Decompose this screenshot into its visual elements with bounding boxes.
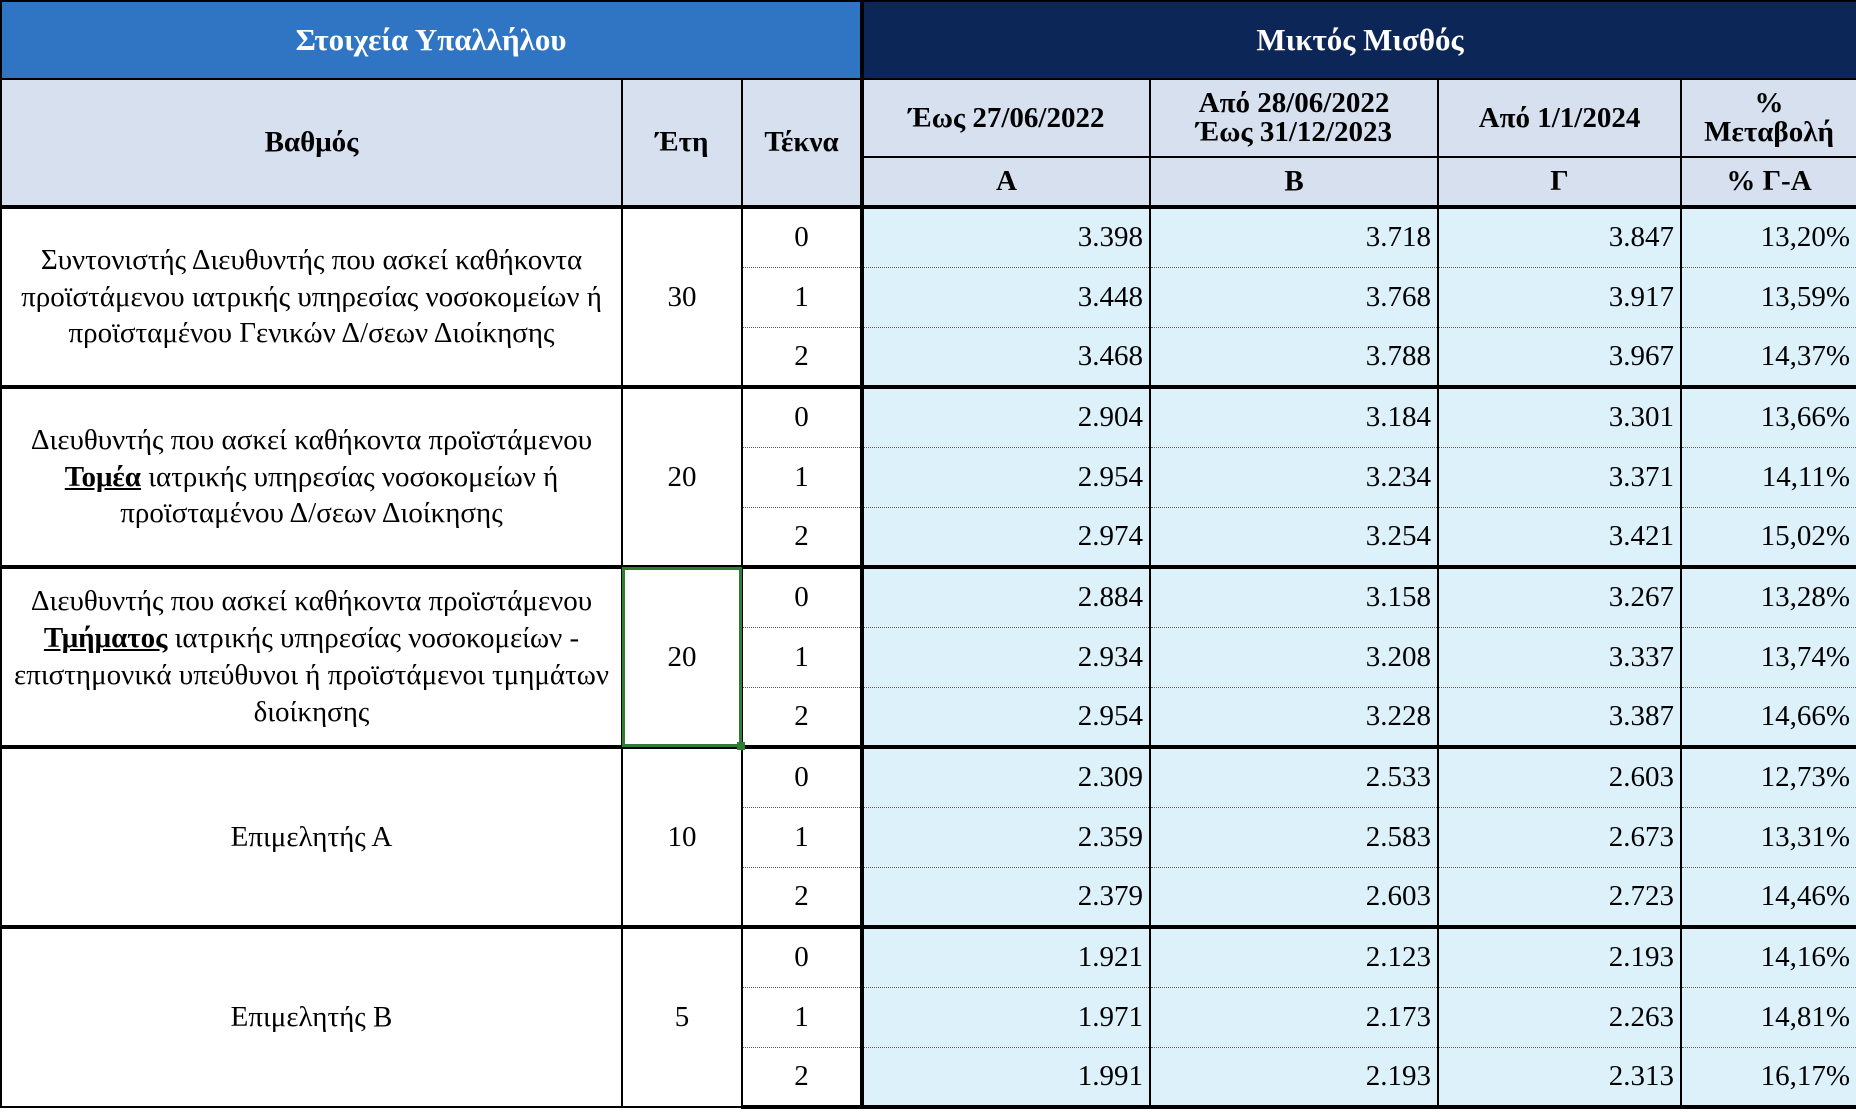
salary-a-cell[interactable]: 1.921 (862, 927, 1150, 987)
grade-text-pre: Επιμελητής Β (230, 1001, 393, 1034)
salary-a-cell[interactable]: 2.309 (862, 747, 1150, 807)
salary-a-cell[interactable]: 3.468 (862, 327, 1150, 387)
children-cell[interactable]: 0 (742, 207, 862, 267)
grade-text-pre: Συντονιστής Διευθυντής που ασκεί καθήκοντα προϊστάμενου ιατρικής υπηρεσίας νοσοκομείων ή προϊσταμένου Γενικών Δ/σεων Διοίκησης (21, 243, 602, 350)
grade-text-post: ιατρικής υπηρεσίας νοσοκομείων - επιστημονικά υπεύθυνοι ή προϊστάμενοι τμημάτων διοίκησης (14, 622, 609, 728)
salary-c-cell[interactable]: 2.313 (1438, 1047, 1681, 1107)
grade-text-post: ιατρικής υπηρεσίας νοσοκομείων ή προϊσταμένου Δ/σεων Διοίκησης (120, 460, 559, 530)
salary-c-cell[interactable]: 3.917 (1438, 267, 1681, 327)
pct-change-cell[interactable]: 14,66% (1681, 687, 1856, 747)
salary-a-cell[interactable]: 2.904 (862, 387, 1150, 447)
employee-details-header[interactable]: Στοιχεία Υπαλλήλου (1, 1, 862, 79)
years-cell[interactable]: 30 (622, 207, 742, 387)
salary-a-cell[interactable]: 2.884 (862, 567, 1150, 627)
pct-change-cell[interactable]: 13,31% (1681, 807, 1856, 867)
salary-c-cell[interactable]: 3.267 (1438, 567, 1681, 627)
selection-fill-handle[interactable] (737, 742, 745, 750)
years-cell[interactable]: 10 (622, 747, 742, 927)
grade-column-header[interactable]: Βαθμός (1, 79, 622, 207)
salary-b-cell[interactable]: 3.718 (1150, 207, 1438, 267)
pct-change-cell[interactable]: 15,02% (1681, 507, 1856, 567)
children-cell[interactable]: 1 (742, 267, 862, 327)
salary-b-cell[interactable]: 2.533 (1150, 747, 1438, 807)
children-cell[interactable]: 2 (742, 687, 862, 747)
code-b-header[interactable]: Β (1150, 157, 1438, 207)
salary-c-cell[interactable]: 2.673 (1438, 807, 1681, 867)
salary-c-cell[interactable]: 2.193 (1438, 927, 1681, 987)
pct-change-cell[interactable]: 16,17% (1681, 1047, 1856, 1107)
salary-b-cell[interactable]: 3.158 (1150, 567, 1438, 627)
children-cell[interactable]: 1 (742, 627, 862, 687)
children-cell[interactable]: 2 (742, 1047, 862, 1107)
salary-b-cell[interactable]: 3.184 (1150, 387, 1438, 447)
pct-change-header[interactable] (1681, 79, 1856, 157)
salary-c-cell[interactable]: 2.603 (1438, 747, 1681, 807)
pct-change-cell[interactable]: 13,28% (1681, 567, 1856, 627)
salary-a-cell[interactable]: 2.954 (862, 447, 1150, 507)
children-cell[interactable]: 2 (742, 867, 862, 927)
table-row (1, 927, 1856, 987)
salary-b-cell[interactable]: 2.173 (1150, 987, 1438, 1047)
gross-salary-header[interactable]: Μικτός Μισθός (862, 1, 1856, 79)
grade-text-pre: Διευθυντής που ασκεί καθήκοντα προϊστάμενου (30, 585, 593, 618)
salary-c-cell[interactable]: 3.301 (1438, 387, 1681, 447)
table-row (1, 567, 1856, 627)
table-row (1, 387, 1856, 447)
pct-change-line1: % (1754, 87, 1784, 119)
children-cell[interactable]: 1 (742, 987, 862, 1047)
salary-a-cell[interactable]: 2.934 (862, 627, 1150, 687)
salary-c-cell[interactable]: 2.263 (1438, 987, 1681, 1047)
salary-a-cell[interactable]: 2.974 (862, 507, 1150, 567)
salary-b-cell[interactable]: 2.123 (1150, 927, 1438, 987)
pct-change-cell[interactable]: 13,74% (1681, 627, 1856, 687)
salary-b-cell[interactable]: 2.583 (1150, 807, 1438, 867)
salary-a-cell[interactable]: 2.379 (862, 867, 1150, 927)
salary-a-cell[interactable]: 3.448 (862, 267, 1150, 327)
years-cell[interactable]: 20 (622, 387, 742, 567)
salary-b-cell[interactable]: 3.208 (1150, 627, 1438, 687)
salary-a-cell[interactable]: 2.359 (862, 807, 1150, 867)
grade-cell[interactable] (1, 747, 622, 927)
salary-c-cell[interactable]: 3.371 (1438, 447, 1681, 507)
grade-cell[interactable] (1, 207, 622, 387)
salary-b-cell[interactable]: 3.768 (1150, 267, 1438, 327)
salary-b-cell[interactable]: 3.228 (1150, 687, 1438, 747)
pct-change-cell[interactable]: 12,73% (1681, 747, 1856, 807)
pct-change-line2: Μεταβολή (1704, 116, 1834, 148)
pct-change-cell[interactable]: 13,59% (1681, 267, 1856, 327)
salary-a-cell[interactable]: 3.398 (862, 207, 1150, 267)
salary-b-cell[interactable]: 3.254 (1150, 507, 1438, 567)
table-row (1, 747, 1856, 807)
code-a-header[interactable]: Α (862, 157, 1150, 207)
pct-change-cell[interactable]: 14,46% (1681, 867, 1856, 927)
salary-a-cell[interactable]: 2.954 (862, 687, 1150, 747)
salary-c-cell[interactable]: 2.723 (1438, 867, 1681, 927)
children-cell[interactable]: 1 (742, 807, 862, 867)
salary-a-cell[interactable]: 1.971 (862, 987, 1150, 1047)
pct-change-cell[interactable]: 14,81% (1681, 987, 1856, 1047)
grade-text-bold: Τμήματος (43, 622, 168, 655)
pct-change-cell[interactable]: 13,20% (1681, 207, 1856, 267)
years-column-header[interactable]: Έτη (622, 79, 742, 207)
children-cell[interactable]: 0 (742, 927, 862, 987)
code-pct-header[interactable]: % Γ-Α (1681, 157, 1856, 207)
table-body (1, 207, 1856, 1107)
grade-text-pre: Διευθυντής που ασκεί καθήκοντα προϊστάμενου (30, 423, 593, 456)
years-cell[interactable]: 5 (622, 927, 742, 1107)
table-row (1, 207, 1856, 267)
period-a-header[interactable]: Έως 27/06/2022 (862, 79, 1150, 157)
grade-text-pre: Επιμελητής Α (230, 820, 393, 853)
grade-cell[interactable] (1, 567, 622, 747)
children-cell[interactable]: 0 (742, 747, 862, 807)
salary-a-cell[interactable]: 1.991 (862, 1047, 1150, 1107)
pct-change-cell[interactable]: 14,37% (1681, 327, 1856, 387)
salary-c-cell[interactable]: 3.847 (1438, 207, 1681, 267)
salary-b-cell[interactable]: 3.234 (1150, 447, 1438, 507)
salary-c-cell[interactable]: 3.421 (1438, 507, 1681, 567)
children-cell[interactable]: 2 (742, 327, 862, 387)
children-cell[interactable]: 1 (742, 447, 862, 507)
pct-change-cell[interactable]: 14,11% (1681, 447, 1856, 507)
children-cell[interactable]: 0 (742, 567, 862, 627)
salary-b-cell[interactable]: 3.788 (1150, 327, 1438, 387)
period-b-line2: Έως 31/12/2023 (1196, 116, 1392, 148)
grade-cell[interactable] (1, 387, 622, 567)
period-c-header[interactable]: Από 1/1/2024 (1438, 79, 1681, 157)
children-column-header[interactable]: Τέκνα (742, 79, 862, 207)
salary-c-cell[interactable]: 3.337 (1438, 627, 1681, 687)
salary-b-cell[interactable]: 2.603 (1150, 867, 1438, 927)
period-b-header[interactable] (1150, 79, 1438, 157)
grade-cell[interactable] (1, 927, 622, 1107)
grade-text-bold: Τομέα (64, 460, 141, 493)
code-c-header[interactable]: Γ (1438, 157, 1681, 207)
children-cell[interactable]: 2 (742, 507, 862, 567)
pct-change-cell[interactable]: 14,16% (1681, 927, 1856, 987)
years-cell[interactable]: 20 (622, 567, 742, 747)
salary-b-cell[interactable]: 2.193 (1150, 1047, 1438, 1107)
pct-change-cell[interactable]: 13,66% (1681, 387, 1856, 447)
salary-c-cell[interactable]: 3.967 (1438, 327, 1681, 387)
period-b-line1: Από 28/06/2022 (1198, 87, 1390, 119)
salary-c-cell[interactable]: 3.387 (1438, 687, 1681, 747)
children-cell[interactable]: 0 (742, 387, 862, 447)
